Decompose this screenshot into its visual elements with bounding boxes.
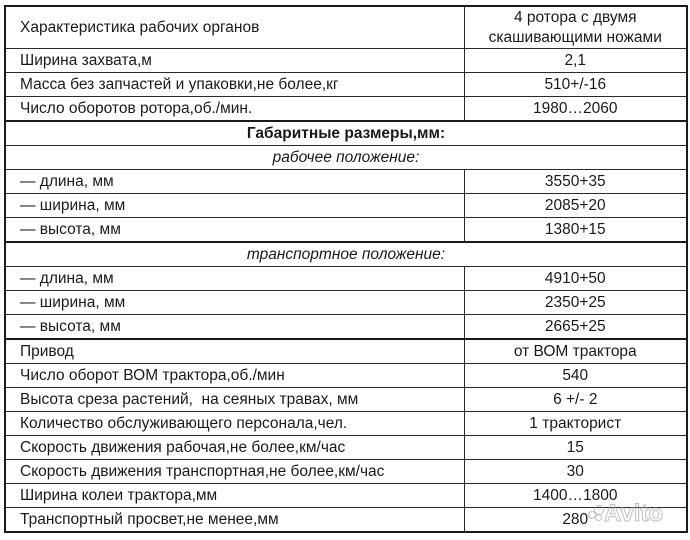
table-row	[5, 315, 687, 340]
header-label: Характеристика рабочих органов	[5, 6, 464, 49]
table-header-row	[5, 6, 687, 49]
row-label: Масса без запчастей и упаковки,не более,кг	[5, 73, 464, 97]
table-row	[5, 508, 687, 533]
row-label: Привод	[5, 339, 464, 364]
row-value: 2085+20	[464, 194, 687, 218]
row-label: Скорость движения рабочая,не более,км/час	[5, 436, 464, 460]
row-value: 3550+35	[464, 170, 687, 194]
working-position-row	[5, 146, 687, 170]
row-value: 510+/-16	[464, 73, 687, 97]
row-label: Число оборот ВОМ трактора,об./мин	[5, 364, 464, 388]
row-value: 1 тракторист	[464, 412, 687, 436]
section-dimensions-row	[5, 121, 687, 146]
row-value: 4910+50	[464, 267, 687, 291]
row-label: Количество обслуживающего персонала,чел.	[5, 412, 464, 436]
row-label: Ширина колеи трактора,мм	[5, 484, 464, 508]
avito-logo-icon	[588, 505, 604, 521]
row-label: — высота, мм	[5, 315, 464, 340]
row-value: 1400…1800	[464, 484, 687, 508]
row-value: 2665+25	[464, 315, 687, 340]
row-label: — ширина, мм	[5, 194, 464, 218]
table-row	[5, 436, 687, 460]
row-label: Ширина захвата,м	[5, 49, 464, 73]
row-value: 2,1	[464, 49, 687, 73]
header-value: 4 ротора с двумя скашивающими ножами	[464, 6, 687, 49]
spec-table	[4, 5, 688, 533]
table-row	[5, 218, 687, 243]
row-value: 1380+15	[464, 218, 687, 243]
row-value: 30	[464, 460, 687, 484]
row-label: Скорость движения транспортная,не более,км/час	[5, 460, 464, 484]
row-value: от ВОМ трактора	[464, 339, 687, 364]
table-row	[5, 388, 687, 412]
table-row	[5, 460, 687, 484]
row-value: 1980…2060	[464, 97, 687, 122]
row-value: 540	[464, 364, 687, 388]
table-row	[5, 97, 687, 122]
table-row	[5, 49, 687, 73]
row-label: Высота среза растений, на сеяных травах, мм	[5, 388, 464, 412]
avito-watermark: Avito	[604, 500, 664, 527]
row-label: — длина, мм	[5, 170, 464, 194]
table-row	[5, 291, 687, 315]
section-dimensions-title: Габаритные размеры,мм:	[5, 121, 687, 146]
table-row	[5, 267, 687, 291]
row-label: — длина, мм	[5, 267, 464, 291]
working-position-title: рабочее положение:	[5, 146, 687, 170]
table-row	[5, 412, 687, 436]
row-value: 15	[464, 436, 687, 460]
transport-position-title: транспортное положение:	[5, 242, 687, 267]
row-value: 2350+25	[464, 291, 687, 315]
table-row	[5, 194, 687, 218]
table-row	[5, 484, 687, 508]
row-value: 6 +/- 2	[464, 388, 687, 412]
row-label: Транспортный просвет,не менее,мм	[5, 508, 464, 533]
row-value: 280	[464, 508, 687, 533]
row-label: Число оборотов ротора,об./мин.	[5, 97, 464, 122]
transport-position-row	[5, 242, 687, 267]
row-label: — ширина, мм	[5, 291, 464, 315]
table-row	[5, 364, 687, 388]
row-label: — высота, мм	[5, 218, 464, 243]
table-row	[5, 339, 687, 364]
table-row	[5, 73, 687, 97]
table-row	[5, 170, 687, 194]
